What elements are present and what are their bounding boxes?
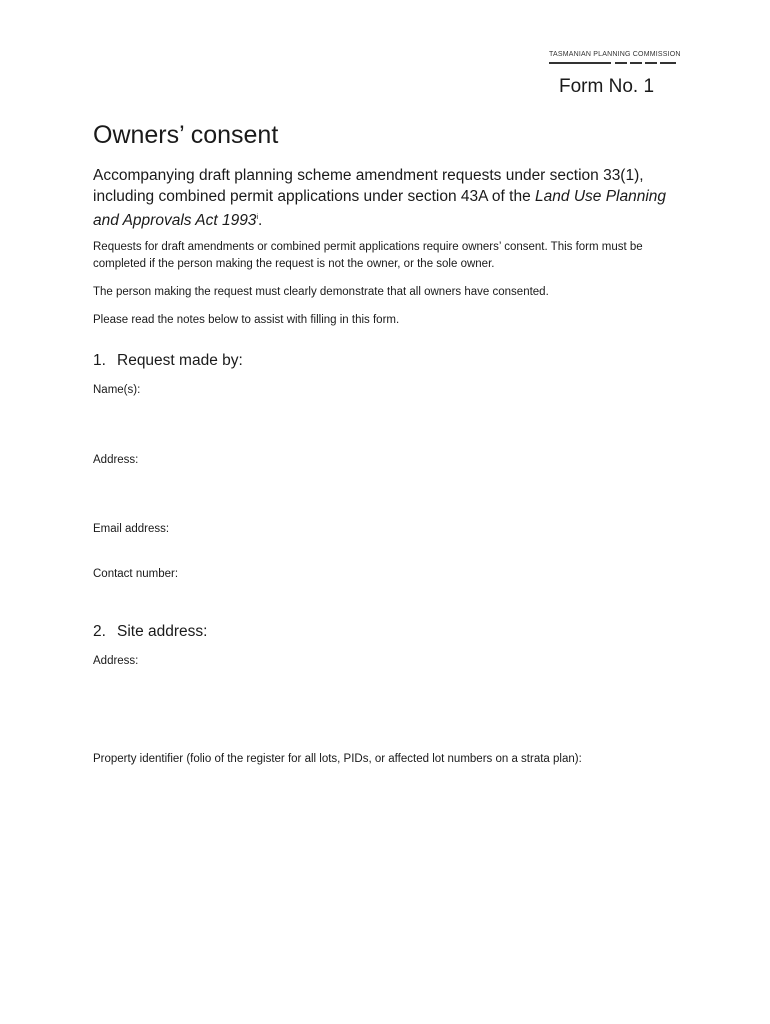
subtitle-text: Accompanying draft planning scheme amendment requests under section 33(1), including combined permit applications under section 43A of the [93, 167, 644, 205]
email-label: Email address: [93, 523, 170, 535]
intro-paragraph-1: Requests for draft amendments or combined permit applications require owners’ consent. This form must be completed if the person making the request is not the owner, or the sole owner. [93, 241, 643, 270]
section-1-heading [93, 352, 243, 370]
commission-logo [549, 51, 681, 66]
logo-rule [549, 62, 677, 66]
footnote-mark: i [256, 214, 258, 221]
names-label: Name(s): [93, 384, 141, 396]
section-2-title: Site address: [117, 623, 208, 640]
page-title: Owners’ consent [93, 121, 279, 149]
page-subtitle [93, 165, 673, 231]
intro-paragraph-2: The person making the request must clearly demonstrate that all owners have consented. [93, 286, 549, 298]
act-name: Land Use Planning and Approvals Act 1993 [93, 188, 667, 230]
site-address-label: Address: [93, 655, 139, 667]
contact-number-label: Contact number: [93, 568, 179, 580]
property-identifier-label: Property identifier (folio of the register for all lots, PIDs, or affected lot numbers on a strata plan): [93, 753, 582, 765]
address-label: Address: [93, 454, 139, 466]
section-1-title: Request made by: [117, 352, 243, 369]
section-2-number: 2. [93, 623, 106, 640]
section-2-heading [93, 623, 207, 641]
intro-paragraph-3: Please read the notes below to assist with filling in this form. [93, 314, 400, 326]
subtitle-end: . [258, 212, 263, 230]
form-number: Form No. 1 [559, 76, 655, 97]
section-1-number: 1. [93, 352, 106, 369]
logo-text: TASMANIAN PLANNING COMMISSION [549, 51, 681, 58]
